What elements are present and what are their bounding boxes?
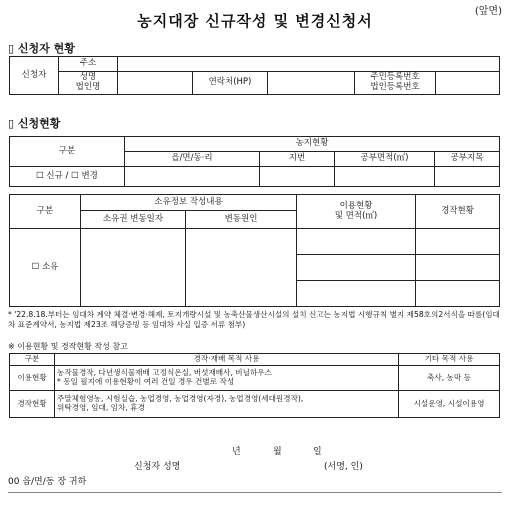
ref-row-other: 축사, 농막 등: [399, 366, 500, 391]
form-title: 농지대장 신규작성 및 변경신청서: [137, 12, 373, 30]
cultivation-field-2[interactable]: [416, 255, 500, 281]
id-number-label: 주민등록번호 법인등록번호: [355, 72, 436, 95]
ownership-info-label: 소유정보 작성내용: [81, 195, 297, 211]
id-number-field[interactable]: [436, 72, 500, 95]
bottom-divider: [8, 492, 502, 493]
ownership-checkbox[interactable]: ☐ 소유: [10, 229, 81, 307]
request-table: [9, 136, 500, 187]
usage-field-2[interactable]: [297, 255, 416, 281]
region-field[interactable]: [125, 167, 260, 187]
reference-title: ※ 이용현황 및 경작현황 작성 참고: [8, 342, 128, 351]
category-field[interactable]: [435, 167, 500, 187]
change-date-label: 소유권 변동일자: [81, 211, 186, 229]
applicant-table: [9, 56, 500, 95]
usage-status-label: 이용현황 및 면적(㎡): [297, 195, 416, 229]
applicant-name-label: 신청자 성명: [134, 462, 181, 472]
ref-row-main: 농작물경작, 다년생식물재배 고정식온실, 버섯재배사, 비닐하우스 * 동일 필지에 이용현황이 여러 건일 경우 건별로 작성: [55, 366, 399, 391]
contact-label: 연락처(HP): [193, 72, 268, 95]
addressee-label: 00 읍/면/동 장 귀하: [8, 477, 87, 487]
category-label: 공부지목: [435, 152, 500, 167]
farmland-status-label: 농지현황: [125, 137, 500, 152]
change-date-field[interactable]: [81, 229, 186, 307]
date-year-label: 년: [232, 447, 241, 457]
section-request-heading: ▯ 신청현황: [8, 115, 60, 131]
cultivation-field-3[interactable]: [416, 281, 500, 307]
area-label: 공부면적(㎡): [335, 152, 435, 167]
applicant-label: 신청자: [10, 57, 59, 95]
ref-row-main: 주말체험영농, 시험실습, 농업경영, 농업경영(자경), 농업경영(세대원경작), 위탁경영, 임대, 임차, 휴경: [55, 391, 399, 418]
ref-header-other-use: 기타 목적 사용: [399, 354, 500, 366]
ref-row-kind: 경작현황: [10, 391, 55, 418]
reference-table: [9, 353, 500, 418]
ref-header-cultivation-use: 경작·재배 목적 사용: [55, 354, 399, 366]
region-label: 읍/면/동·리: [125, 152, 260, 167]
lease-note: * '22.8.18.부터는 임대차 계약 체결·변경·해제, 토지개량시설 및 농축산물생산시설의 설치 신고는 농지법 시행규칙 별지 제58호의2서식을 따름(임대차 표준계약서, 농지법 제23조 해당증빙 등 임대차 사실 입증 서류 첨부): [8, 310, 500, 330]
ref-row-other: 시설운영, 시설이용영: [399, 391, 500, 418]
name-label: 성명 법인명: [59, 72, 118, 95]
new-change-checkbox[interactable]: ☐ 신규 / ☐ 변경: [10, 167, 125, 187]
lot-label: 지번: [260, 152, 335, 167]
date-month-label: 월: [273, 447, 282, 457]
change-reason-label: 변동원인: [186, 211, 297, 229]
address-label: 주소: [59, 57, 118, 72]
ownership-division-label: 구분: [10, 195, 81, 229]
cultivation-label: 경작현황: [416, 195, 500, 229]
page-side-label: (앞면): [474, 6, 502, 17]
contact-field[interactable]: [268, 72, 355, 95]
ownership-table: [9, 194, 500, 307]
section-applicant-heading: ▯ 신청자 현황: [8, 40, 75, 56]
usage-field-3[interactable]: [297, 281, 416, 307]
address-field[interactable]: [118, 57, 500, 72]
name-field[interactable]: [118, 72, 193, 95]
date-day-label: 일: [313, 447, 322, 457]
area-field[interactable]: [335, 167, 435, 187]
lot-field[interactable]: [260, 167, 335, 187]
change-reason-field[interactable]: [186, 229, 297, 307]
cultivation-field-1[interactable]: [416, 229, 500, 255]
sign-label: (서명, 인): [324, 462, 363, 472]
usage-field-1[interactable]: [297, 229, 416, 255]
ref-header-division: 구분: [10, 354, 55, 366]
request-division-label: 구분: [10, 137, 125, 167]
ref-row-kind: 이용현황: [10, 366, 55, 391]
